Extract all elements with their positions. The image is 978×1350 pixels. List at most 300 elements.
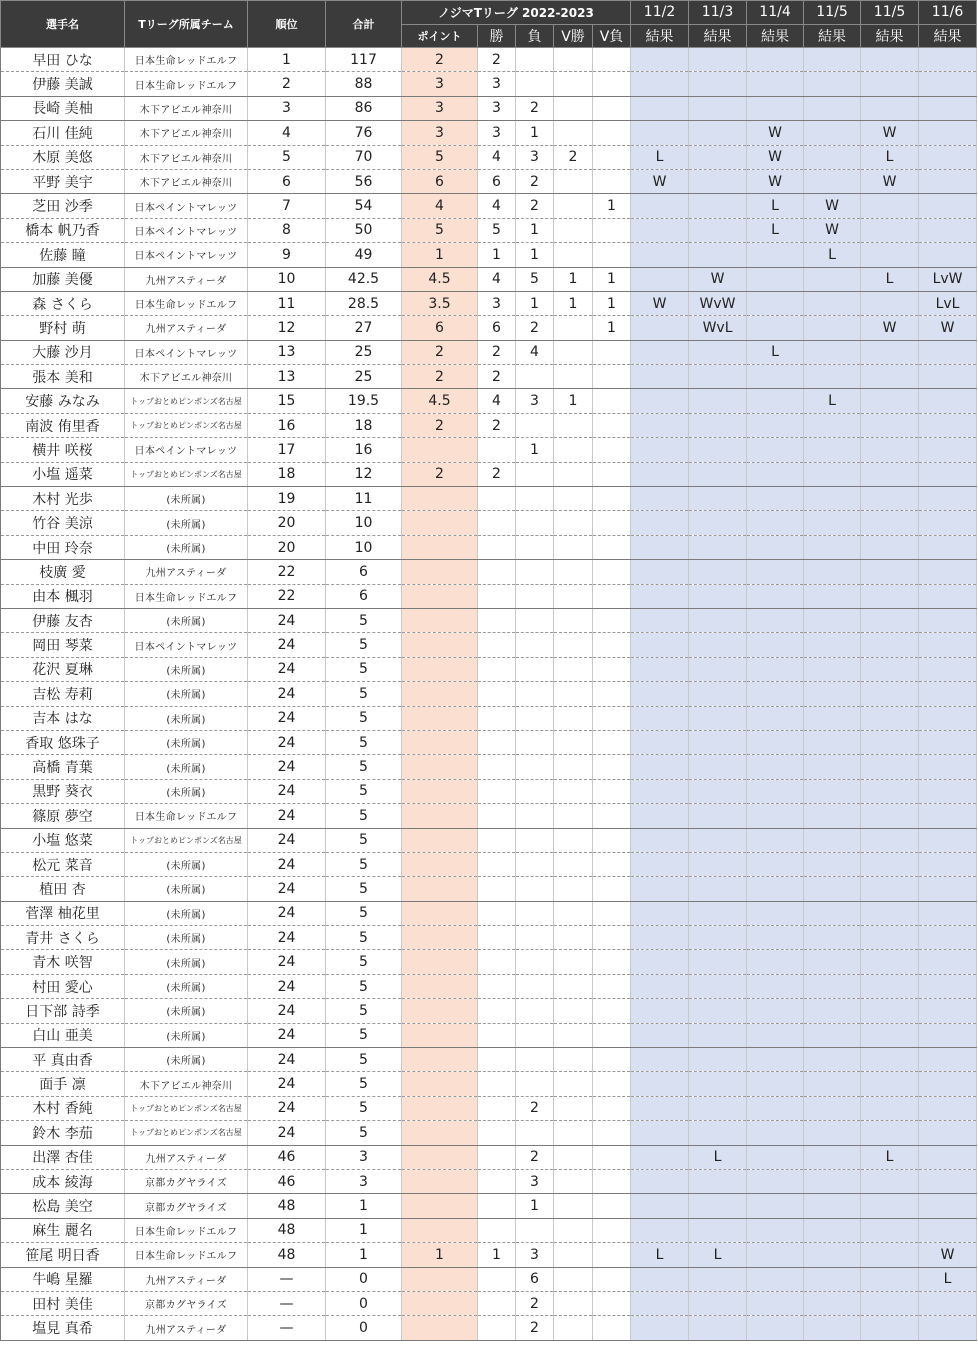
rank-cell: 19 [248,487,326,511]
player-name-cell: 青井 さくら [1,926,125,950]
result-cell [631,877,689,901]
table-row [1,121,977,145]
result-cell [804,755,861,779]
result-cell [689,877,747,901]
win-cell: 3 [478,96,516,120]
header-league: ノジマTリーグ 2022-2023 [402,1,631,25]
loss-cell: 3 [516,1169,554,1193]
result-cell [919,584,977,608]
vloss-cell [593,1121,631,1145]
result-cell [689,1316,747,1340]
result-cell [804,950,861,974]
rank-cell: 9 [248,243,326,267]
result-cell [689,487,747,511]
points-cell [402,1023,478,1047]
vwin-cell [554,852,593,876]
rank-cell: 16 [248,413,326,437]
result-cell [804,267,861,291]
result-cell [804,1048,861,1072]
result-cell [689,511,747,535]
points-cell: 3.5 [402,291,478,315]
win-cell [478,1169,516,1193]
result-cell [631,511,689,535]
result-cell [861,730,919,754]
vloss-cell [593,1072,631,1096]
vloss-cell [593,1194,631,1218]
table-row [1,194,977,218]
result-cell [861,1316,919,1340]
result-cell [631,1194,689,1218]
result-cell [804,511,861,535]
result-cell [861,706,919,730]
player-name-cell: 中田 玲奈 [1,535,125,559]
result-cell [747,560,804,584]
win-cell [478,1316,516,1340]
result-cell [804,877,861,901]
loss-cell [516,999,554,1023]
result-cell [919,755,977,779]
team-cell: 木下アビエル神奈川 [125,365,248,389]
win-cell [478,974,516,998]
vwin-cell [554,950,593,974]
vwin-cell [554,462,593,486]
result-cell [804,828,861,852]
result-cell [689,145,747,169]
vloss-cell [593,1169,631,1193]
vwin-cell [554,1096,593,1120]
result-cell: LvL [919,291,977,315]
result-cell [919,804,977,828]
result-cell [919,194,977,218]
points-cell [402,706,478,730]
vwin-cell [554,438,593,462]
loss-cell: 2 [516,1145,554,1169]
table-row [1,1096,977,1120]
result-cell [804,535,861,559]
result-cell [689,755,747,779]
player-name-cell: 張本 美和 [1,365,125,389]
player-name-cell: 橋本 帆乃香 [1,218,125,242]
header-loss: 負 [516,24,554,48]
points-cell [402,1267,478,1291]
points-cell: 3 [402,121,478,145]
result-cell [804,1291,861,1315]
win-cell [478,999,516,1023]
points-cell [402,584,478,608]
result-cell [861,999,919,1023]
team-cell: 木下アビエル神奈川 [125,1072,248,1096]
points-cell [402,999,478,1023]
team-cell: 日本生命レッドエルフ [125,48,248,72]
points-cell [402,682,478,706]
result-cell: L [861,145,919,169]
player-name-cell: 植田 杏 [1,877,125,901]
result-cell [689,121,747,145]
player-name-cell: 平 真由香 [1,1048,125,1072]
result-cell [631,72,689,96]
result-cell [861,1048,919,1072]
team-cell: (未所属) [125,730,248,754]
points-cell [402,1121,478,1145]
player-name-cell: 大藤 沙月 [1,340,125,364]
vloss-cell [593,901,631,925]
result-cell [747,706,804,730]
result-cell [919,633,977,657]
result-cell [861,291,919,315]
table-row [1,584,977,608]
result-cell [919,218,977,242]
total-cell: 5 [326,974,402,998]
points-cell [402,1194,478,1218]
points-cell [402,755,478,779]
result-cell [861,48,919,72]
total-cell: 10 [326,535,402,559]
table-row [1,560,977,584]
vloss-cell [593,682,631,706]
total-cell: 3 [326,1145,402,1169]
vloss-cell [593,487,631,511]
points-cell: 6 [402,169,478,193]
rank-cell: 24 [248,926,326,950]
team-cell: 日本生命レッドエルフ [125,804,248,828]
result-cell [804,804,861,828]
result-cell [861,584,919,608]
result-cell [689,633,747,657]
total-cell: 11 [326,487,402,511]
result-cell [919,706,977,730]
header-date: 11/4 [747,1,804,25]
rank-cell: 24 [248,1121,326,1145]
result-cell [861,1121,919,1145]
vwin-cell [554,828,593,852]
total-cell: 5 [326,877,402,901]
result-cell: W [747,169,804,193]
result-cell [631,243,689,267]
rank-cell: 24 [248,706,326,730]
win-cell [478,1096,516,1120]
table-row [1,365,977,389]
total-cell: 5 [326,901,402,925]
total-cell: 0 [326,1316,402,1340]
result-cell [689,730,747,754]
rank-cell: 4 [248,121,326,145]
player-name-cell: 小塩 遥菜 [1,462,125,486]
result-cell [804,487,861,511]
vloss-cell [593,852,631,876]
result-cell [861,828,919,852]
result-cell [631,755,689,779]
points-cell [402,1218,478,1242]
result-cell: L [689,1243,747,1267]
team-cell: 日本ペイントマレッツ [125,340,248,364]
result-cell [804,1316,861,1340]
table-row [1,1072,977,1096]
result-cell [689,706,747,730]
vwin-cell [554,1194,593,1218]
points-cell: 4 [402,194,478,218]
points-cell [402,1169,478,1193]
result-cell [747,974,804,998]
vwin-cell [554,1316,593,1340]
result-cell [919,852,977,876]
result-cell [747,291,804,315]
vloss-cell [593,1291,631,1315]
points-cell [402,730,478,754]
player-name-cell: 横井 咲桜 [1,438,125,462]
result-cell [631,633,689,657]
result-cell [747,584,804,608]
team-cell: 日本ペイントマレッツ [125,194,248,218]
total-cell: 5 [326,779,402,803]
win-cell: 4 [478,194,516,218]
win-cell [478,1072,516,1096]
table-row [1,755,977,779]
result-cell [919,340,977,364]
result-cell [861,365,919,389]
total-cell: 5 [326,682,402,706]
vwin-cell [554,706,593,730]
vwin-cell [554,608,593,632]
table-row [1,72,977,96]
team-cell: (未所属) [125,901,248,925]
win-cell [478,950,516,974]
result-cell [804,121,861,145]
rank-cell: 6 [248,169,326,193]
table-row [1,608,977,632]
vloss-cell [593,730,631,754]
result-cell [919,828,977,852]
rank-cell: 18 [248,462,326,486]
result-cell [861,755,919,779]
result-cell [631,1121,689,1145]
result-cell [631,413,689,437]
rank-cell: — [248,1291,326,1315]
loss-cell [516,950,554,974]
header-result: 結果 [689,24,747,48]
rank-cell: 13 [248,365,326,389]
vloss-cell [593,462,631,486]
result-cell [804,706,861,730]
result-cell [689,413,747,437]
vwin-cell [554,560,593,584]
vloss-cell [593,96,631,120]
player-name-cell: 村田 愛心 [1,974,125,998]
player-name-cell: 出澤 杏佳 [1,1145,125,1169]
result-cell [747,511,804,535]
total-cell: 5 [326,999,402,1023]
result-cell [631,926,689,950]
total-cell: 86 [326,96,402,120]
result-cell [631,1096,689,1120]
vwin-cell: 1 [554,267,593,291]
rank-cell: 24 [248,682,326,706]
result-cell [747,730,804,754]
result-cell [861,657,919,681]
rank-cell: 24 [248,633,326,657]
result-cell [631,1169,689,1193]
total-cell: 5 [326,804,402,828]
loss-cell: 2 [516,1316,554,1340]
vloss-cell [593,511,631,535]
total-cell: 10 [326,511,402,535]
team-cell: トップおとめピンポンズ名古屋 [125,828,248,852]
result-cell [861,462,919,486]
team-cell: 京都カグヤライズ [125,1169,248,1193]
result-cell: W [861,169,919,193]
loss-cell: 1 [516,218,554,242]
table-row [1,48,977,72]
vwin-cell [554,877,593,901]
rank-cell: 20 [248,535,326,559]
loss-cell [516,1023,554,1047]
result-cell [861,779,919,803]
result-cell [804,926,861,950]
points-cell: 2 [402,340,478,364]
loss-cell [516,633,554,657]
result-cell [747,1048,804,1072]
win-cell: 2 [478,340,516,364]
vloss-cell [593,877,631,901]
result-cell [861,1072,919,1096]
table-row [1,901,977,925]
team-cell: 日本生命レッドエルフ [125,291,248,315]
win-cell: 3 [478,121,516,145]
vwin-cell [554,804,593,828]
result-cell [861,633,919,657]
header-date: 11/2 [631,1,689,25]
player-name-cell: 塩見 真希 [1,1316,125,1340]
result-cell [919,121,977,145]
result-cell: W [919,1243,977,1267]
result-cell [631,121,689,145]
result-cell: L [861,1145,919,1169]
team-cell: 九州アスティーダ [125,1316,248,1340]
vwin-cell [554,72,593,96]
table-row [1,804,977,828]
points-cell [402,1096,478,1120]
player-name-cell: 成本 綾海 [1,1169,125,1193]
points-cell [402,950,478,974]
result-cell [804,1218,861,1242]
result-cell [631,828,689,852]
team-cell: 九州アスティーダ [125,1267,248,1291]
vloss-cell [593,1218,631,1242]
player-name-cell: 加藤 美優 [1,267,125,291]
loss-cell: 6 [516,1267,554,1291]
vloss-cell [593,755,631,779]
player-name-cell: 石川 佳純 [1,121,125,145]
vwin-cell [554,1291,593,1315]
result-cell: W [631,291,689,315]
result-cell [861,974,919,998]
points-cell [402,1291,478,1315]
points-cell [402,560,478,584]
total-cell: 5 [326,828,402,852]
result-cell [861,96,919,120]
result-cell [804,682,861,706]
result-cell [861,511,919,535]
header-team: Tリーグ所属チーム [125,1,248,48]
vwin-cell [554,96,593,120]
win-cell: 2 [478,462,516,486]
rank-cell: 22 [248,560,326,584]
team-cell: (未所属) [125,706,248,730]
player-name-cell: 高橋 青葉 [1,755,125,779]
win-cell [478,487,516,511]
vwin-cell [554,901,593,925]
rank-cell: 24 [248,999,326,1023]
result-cell [689,194,747,218]
result-cell [689,340,747,364]
loss-cell [516,1121,554,1145]
total-cell: 50 [326,218,402,242]
win-cell [478,779,516,803]
points-cell: 1 [402,243,478,267]
total-cell: 5 [326,1072,402,1096]
points-cell: 6 [402,316,478,340]
result-cell [804,560,861,584]
rank-cell: 3 [248,96,326,120]
result-cell [919,169,977,193]
team-cell: 九州アスティーダ [125,560,248,584]
player-name-cell: 木村 光歩 [1,487,125,511]
result-cell [804,657,861,681]
result-cell [861,926,919,950]
team-cell: 九州アスティーダ [125,267,248,291]
table-row [1,706,977,730]
result-cell [861,340,919,364]
result-cell [747,682,804,706]
result-cell [919,877,977,901]
result-cell: L [747,194,804,218]
vwin-cell [554,340,593,364]
result-cell [631,852,689,876]
team-cell: (未所属) [125,999,248,1023]
player-name-cell: 松島 美空 [1,1194,125,1218]
win-cell [478,584,516,608]
result-cell [631,316,689,340]
loss-cell: 2 [516,316,554,340]
player-name-cell: 枝廣 愛 [1,560,125,584]
total-cell: 25 [326,365,402,389]
table-row [1,926,977,950]
result-cell [804,365,861,389]
vloss-cell: 1 [593,291,631,315]
result-cell [919,1096,977,1120]
total-cell: 5 [326,926,402,950]
result-cell [804,779,861,803]
vwin-cell: 1 [554,291,593,315]
result-cell: L [804,389,861,413]
loss-cell [516,1218,554,1242]
table-body [1,48,977,1341]
win-cell: 6 [478,169,516,193]
result-cell [747,999,804,1023]
result-cell [804,1145,861,1169]
vloss-cell: 1 [593,316,631,340]
points-cell [402,657,478,681]
player-name-cell: 吉本 はな [1,706,125,730]
vloss-cell [593,560,631,584]
result-cell [689,1267,747,1291]
header-player: 選手名 [1,1,125,48]
result-cell [631,487,689,511]
result-cell [861,194,919,218]
result-cell [919,1316,977,1340]
win-cell [478,535,516,559]
team-cell: 九州アスティーダ [125,1145,248,1169]
vloss-cell [593,365,631,389]
